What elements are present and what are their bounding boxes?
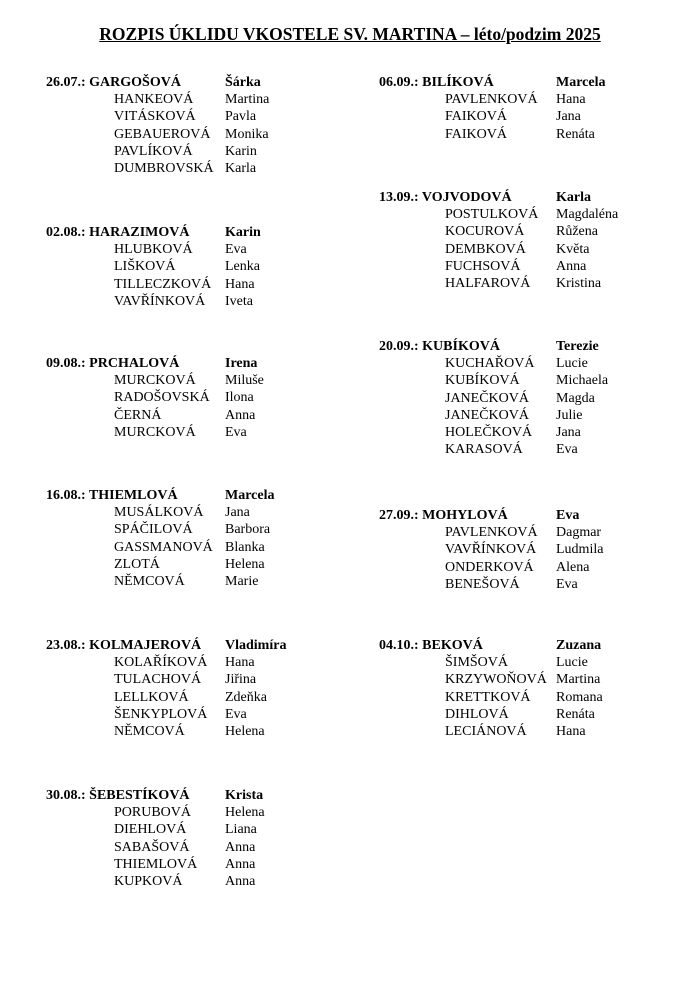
schedule-block: [46, 637, 346, 740]
member-surname: HANKEOVÁ: [114, 92, 194, 108]
member-name: Hana: [556, 723, 586, 739]
member-row: [379, 91, 679, 108]
member-row: [379, 541, 679, 558]
member-row: [46, 143, 346, 160]
member-name: Jana: [556, 109, 581, 125]
member-row: [46, 839, 346, 856]
member-name: Jiřina: [225, 672, 257, 688]
schedule-lead-row: [46, 224, 346, 241]
member-name: Martina: [556, 672, 601, 688]
member-name: Květa: [556, 241, 590, 257]
member-surname: ZLOTÁ: [114, 556, 160, 572]
member-surname: KARASOVÁ: [445, 442, 523, 458]
member-row: [379, 424, 679, 441]
member-row: [379, 723, 679, 740]
schedule-lead-row: [379, 338, 679, 355]
lead-name: Marcela: [225, 488, 275, 503]
member-row: [379, 275, 679, 292]
member-surname: VITÁSKOVÁ: [114, 109, 196, 125]
member-row: [379, 706, 679, 723]
member-name: Romana: [556, 689, 603, 705]
member-surname: LELLKOVÁ: [114, 689, 189, 705]
schedule-date: 02.08.:: [46, 225, 86, 240]
member-name: Helena: [225, 556, 265, 572]
member-surname: VAVŘÍNKOVÁ: [114, 293, 206, 309]
member-row: [46, 389, 346, 406]
schedule-lead-row: [379, 74, 679, 91]
member-surname: GEBAUEROVÁ: [114, 126, 211, 142]
member-row: [379, 671, 679, 688]
lead-date-surname: [46, 637, 201, 654]
lead-name: Eva: [556, 508, 580, 523]
lead-surname: MOHYLOVÁ: [422, 508, 508, 523]
member-name: Kristina: [556, 275, 602, 291]
member-surname: HALFAROVÁ: [445, 275, 531, 291]
lead-date-surname: [379, 637, 483, 654]
lead-surname: BEKOVÁ: [422, 638, 483, 653]
member-row: [379, 441, 679, 458]
member-surname: HLUBKOVÁ: [114, 242, 193, 258]
lead-surname: THIEMLOVÁ: [88, 488, 178, 503]
member-name: Dagmar: [556, 525, 602, 541]
lead-date-surname: [379, 189, 512, 206]
member-name: Renáta: [556, 706, 595, 722]
lead-surname: VOJVODOVÁ: [421, 190, 512, 205]
lead-date-surname: [46, 487, 178, 504]
member-name: Anna: [225, 407, 256, 423]
member-row: [379, 524, 679, 541]
lead-name: Karla: [556, 190, 591, 205]
schedule-date: 27.09.:: [379, 508, 419, 523]
schedule-block: [379, 189, 679, 292]
member-name: Lucie: [556, 356, 588, 372]
lead-name: Marcela: [556, 75, 606, 90]
schedule-block: [379, 338, 679, 458]
member-row: [379, 689, 679, 706]
member-row: [46, 804, 346, 821]
lead-date-surname: [379, 338, 500, 355]
member-row: [379, 241, 679, 258]
schedule-block: [46, 355, 346, 441]
member-row: [46, 424, 346, 441]
lead-name: Terezie: [556, 339, 599, 354]
member-name: Anna: [225, 839, 256, 855]
member-surname: DUMBROVSKÁ: [114, 160, 214, 176]
schedule-block: [46, 224, 346, 310]
member-row: [46, 91, 346, 108]
member-row: [46, 689, 346, 706]
schedule-lead-row: [46, 787, 346, 804]
schedule-date: 26.07.:: [46, 75, 86, 90]
member-surname: PAVLENKOVÁ: [445, 525, 538, 541]
member-name: Anna: [225, 856, 256, 872]
member-name: Karla: [225, 160, 257, 176]
schedule-date: 06.09.:: [379, 75, 419, 90]
schedule-lead-row: [46, 74, 346, 91]
member-row: [379, 372, 679, 389]
member-surname: KRZYWOŇOVÁ: [445, 672, 547, 688]
member-surname: VAVŘÍNKOVÁ: [445, 542, 537, 558]
schedule-date: 20.09.:: [379, 339, 419, 354]
member-name: Hana: [225, 276, 255, 292]
member-row: [46, 108, 346, 125]
member-row: [379, 576, 679, 593]
member-row: [379, 108, 679, 125]
member-row: [46, 654, 346, 671]
schedule-lead-row: [46, 487, 346, 504]
member-row: [379, 223, 679, 240]
member-surname: KOCUROVÁ: [445, 224, 525, 240]
lead-surname: KOLMAJEROVÁ: [89, 638, 202, 653]
member-row: [46, 573, 346, 590]
member-name: Anna: [556, 258, 587, 274]
member-name: Michaela: [556, 373, 609, 389]
member-name: Eva: [556, 442, 578, 458]
schedule-block: [46, 74, 346, 177]
member-row: [46, 873, 346, 890]
member-surname: TILLECZKOVÁ: [114, 276, 212, 292]
member-row: [379, 559, 679, 576]
schedule-date: 09.08.:: [46, 356, 86, 371]
member-name: Růžena: [556, 224, 598, 240]
schedule-block: [379, 74, 679, 143]
member-name: Ludmila: [556, 542, 604, 558]
lead-date-surname: [46, 74, 181, 91]
member-name: Hana: [556, 92, 586, 108]
schedule-block: [379, 637, 679, 740]
schedule-lead-row: [379, 637, 679, 654]
member-surname: NĚMCOVÁ: [114, 723, 185, 739]
member-name: Eva: [225, 424, 247, 440]
lead-name: Zuzana: [556, 638, 602, 653]
member-surname: PAVLÍKOVÁ: [114, 143, 193, 159]
lead-date-surname: [379, 74, 494, 91]
member-row: [379, 390, 679, 407]
member-name: Anna: [225, 873, 256, 889]
lead-surname: KUBÍKOVÁ: [422, 339, 500, 354]
member-name: Helena: [225, 723, 265, 739]
member-row: [379, 258, 679, 275]
lead-surname: ŠEBESTÍKOVÁ: [89, 788, 190, 803]
member-name: Miluše: [225, 373, 264, 389]
member-row: [46, 407, 346, 424]
member-surname: BENEŠOVÁ: [445, 576, 520, 592]
lead-name: Krista: [225, 788, 264, 803]
member-name: Iveta: [225, 293, 253, 309]
member-surname: SABAŠOVÁ: [114, 839, 190, 855]
schedule-block: [46, 487, 346, 590]
member-surname: ŠIMŠOVÁ: [445, 655, 509, 671]
member-row: [46, 556, 346, 573]
member-name: Martina: [225, 92, 270, 108]
member-surname: FUCHSOVÁ: [445, 258, 521, 274]
member-name: Julie: [556, 407, 583, 423]
member-surname: ŠENKYPLOVÁ: [114, 706, 208, 722]
member-surname: GASSMANOVÁ: [114, 539, 213, 555]
schedule-block: [46, 787, 346, 890]
member-row: [46, 241, 346, 258]
member-surname: TULACHOVÁ: [114, 672, 202, 688]
schedule-date: 23.08.:: [46, 638, 86, 653]
member-name: Renáta: [556, 126, 595, 142]
member-row: [46, 504, 346, 521]
lead-surname: HARAZIMOVÁ: [89, 225, 190, 240]
member-surname: MURCKOVÁ: [114, 373, 196, 389]
member-surname: ONDERKOVÁ: [445, 559, 534, 575]
lead-date-surname: [46, 224, 190, 241]
member-row: [46, 539, 346, 556]
member-name: Ilona: [225, 390, 254, 406]
member-row: [46, 856, 346, 873]
member-surname: MURCKOVÁ: [114, 424, 196, 440]
lead-surname: GARGOŠOVÁ: [89, 75, 181, 90]
lead-name: Šárka: [225, 75, 261, 90]
member-row: [46, 276, 346, 293]
member-row: [46, 521, 346, 538]
member-name: Lenka: [225, 259, 260, 275]
member-surname: POSTULKOVÁ: [445, 207, 539, 223]
member-surname: DIEHLOVÁ: [114, 822, 187, 838]
lead-surname: BILÍKOVÁ: [422, 75, 494, 90]
member-surname: ČERNÁ: [114, 407, 162, 423]
member-name: Monika: [225, 126, 269, 142]
member-name: Marie: [225, 573, 259, 589]
member-row: [46, 821, 346, 838]
member-surname: KUPKOVÁ: [114, 873, 183, 889]
member-name: Karin: [225, 143, 257, 159]
schedule-lead-row: [46, 355, 346, 372]
member-surname: JANEČKOVÁ: [445, 407, 529, 423]
schedule-lead-row: [379, 507, 679, 524]
member-surname: SPÁČILOVÁ: [114, 522, 193, 538]
member-surname: KUBÍKOVÁ: [445, 373, 520, 389]
member-row: [379, 407, 679, 424]
schedule-lead-row: [46, 637, 346, 654]
lead-date-surname: [46, 355, 179, 372]
schedule-date: 16.08.:: [46, 488, 86, 503]
schedule-date: 04.10.:: [379, 638, 419, 653]
member-name: Magdaléna: [556, 207, 619, 223]
member-name: Liana: [225, 822, 257, 838]
member-surname: KOLAŘÍKOVÁ: [114, 655, 208, 671]
member-name: Blanka: [225, 539, 265, 555]
member-surname: KUCHAŘOVÁ: [445, 356, 535, 372]
member-name: Eva: [556, 576, 578, 592]
member-surname: LECIÁNOVÁ: [445, 723, 527, 739]
member-name: Helena: [225, 805, 265, 821]
schedule-lead-row: [379, 189, 679, 206]
member-surname: NĚMCOVÁ: [114, 573, 185, 589]
schedule-block: [379, 507, 679, 593]
member-surname: MUSÁLKOVÁ: [114, 505, 204, 521]
lead-name: Irena: [225, 356, 258, 371]
member-surname: FAIKOVÁ: [445, 126, 507, 142]
page-title: ROZPIS ÚKLIDU VKOSTELE SV. MARTINA – léto/podzim 2025: [99, 24, 601, 44]
member-surname: RADOŠOVSKÁ: [114, 390, 210, 406]
member-name: Eva: [225, 706, 247, 722]
member-name: Hana: [225, 655, 255, 671]
member-name: Alena: [556, 559, 590, 575]
member-row: [46, 372, 346, 389]
member-surname: HOLEČKOVÁ: [445, 424, 533, 440]
member-name: Eva: [225, 242, 247, 258]
member-surname: KRETTKOVÁ: [445, 689, 531, 705]
member-row: [46, 723, 346, 740]
member-surname: DEMBKOVÁ: [445, 241, 526, 257]
schedule-date: 30.08.:: [46, 788, 86, 803]
member-surname: LIŠKOVÁ: [114, 259, 176, 275]
member-surname: DIHLOVÁ: [445, 706, 509, 722]
lead-date-surname: [46, 787, 190, 804]
member-row: [46, 293, 346, 310]
member-name: Pavla: [225, 109, 257, 125]
member-name: Jana: [556, 424, 581, 440]
member-name: Magda: [556, 390, 595, 406]
member-row: [46, 671, 346, 688]
member-row: [379, 654, 679, 671]
member-row: [379, 206, 679, 223]
member-row: [379, 355, 679, 372]
member-surname: THIEMLOVÁ: [114, 856, 198, 872]
lead-name: Vladimíra: [225, 638, 287, 653]
member-name: Barbora: [225, 522, 271, 538]
member-name: Jana: [225, 505, 250, 521]
member-name: Lucie: [556, 655, 588, 671]
member-surname: PORUBOVÁ: [114, 805, 192, 821]
member-surname: PAVLENKOVÁ: [445, 92, 538, 108]
lead-date-surname: [379, 507, 508, 524]
schedule-date: 13.09.:: [379, 190, 419, 205]
member-row: [46, 706, 346, 723]
lead-surname: PRCHALOVÁ: [89, 356, 180, 371]
lead-name: Karin: [225, 225, 261, 240]
member-surname: JANEČKOVÁ: [445, 390, 529, 406]
member-name: Zdeňka: [225, 689, 267, 705]
member-row: [46, 160, 346, 177]
member-surname: FAIKOVÁ: [445, 109, 507, 125]
member-row: [46, 126, 346, 143]
member-row: [46, 258, 346, 275]
member-row: [379, 126, 679, 143]
